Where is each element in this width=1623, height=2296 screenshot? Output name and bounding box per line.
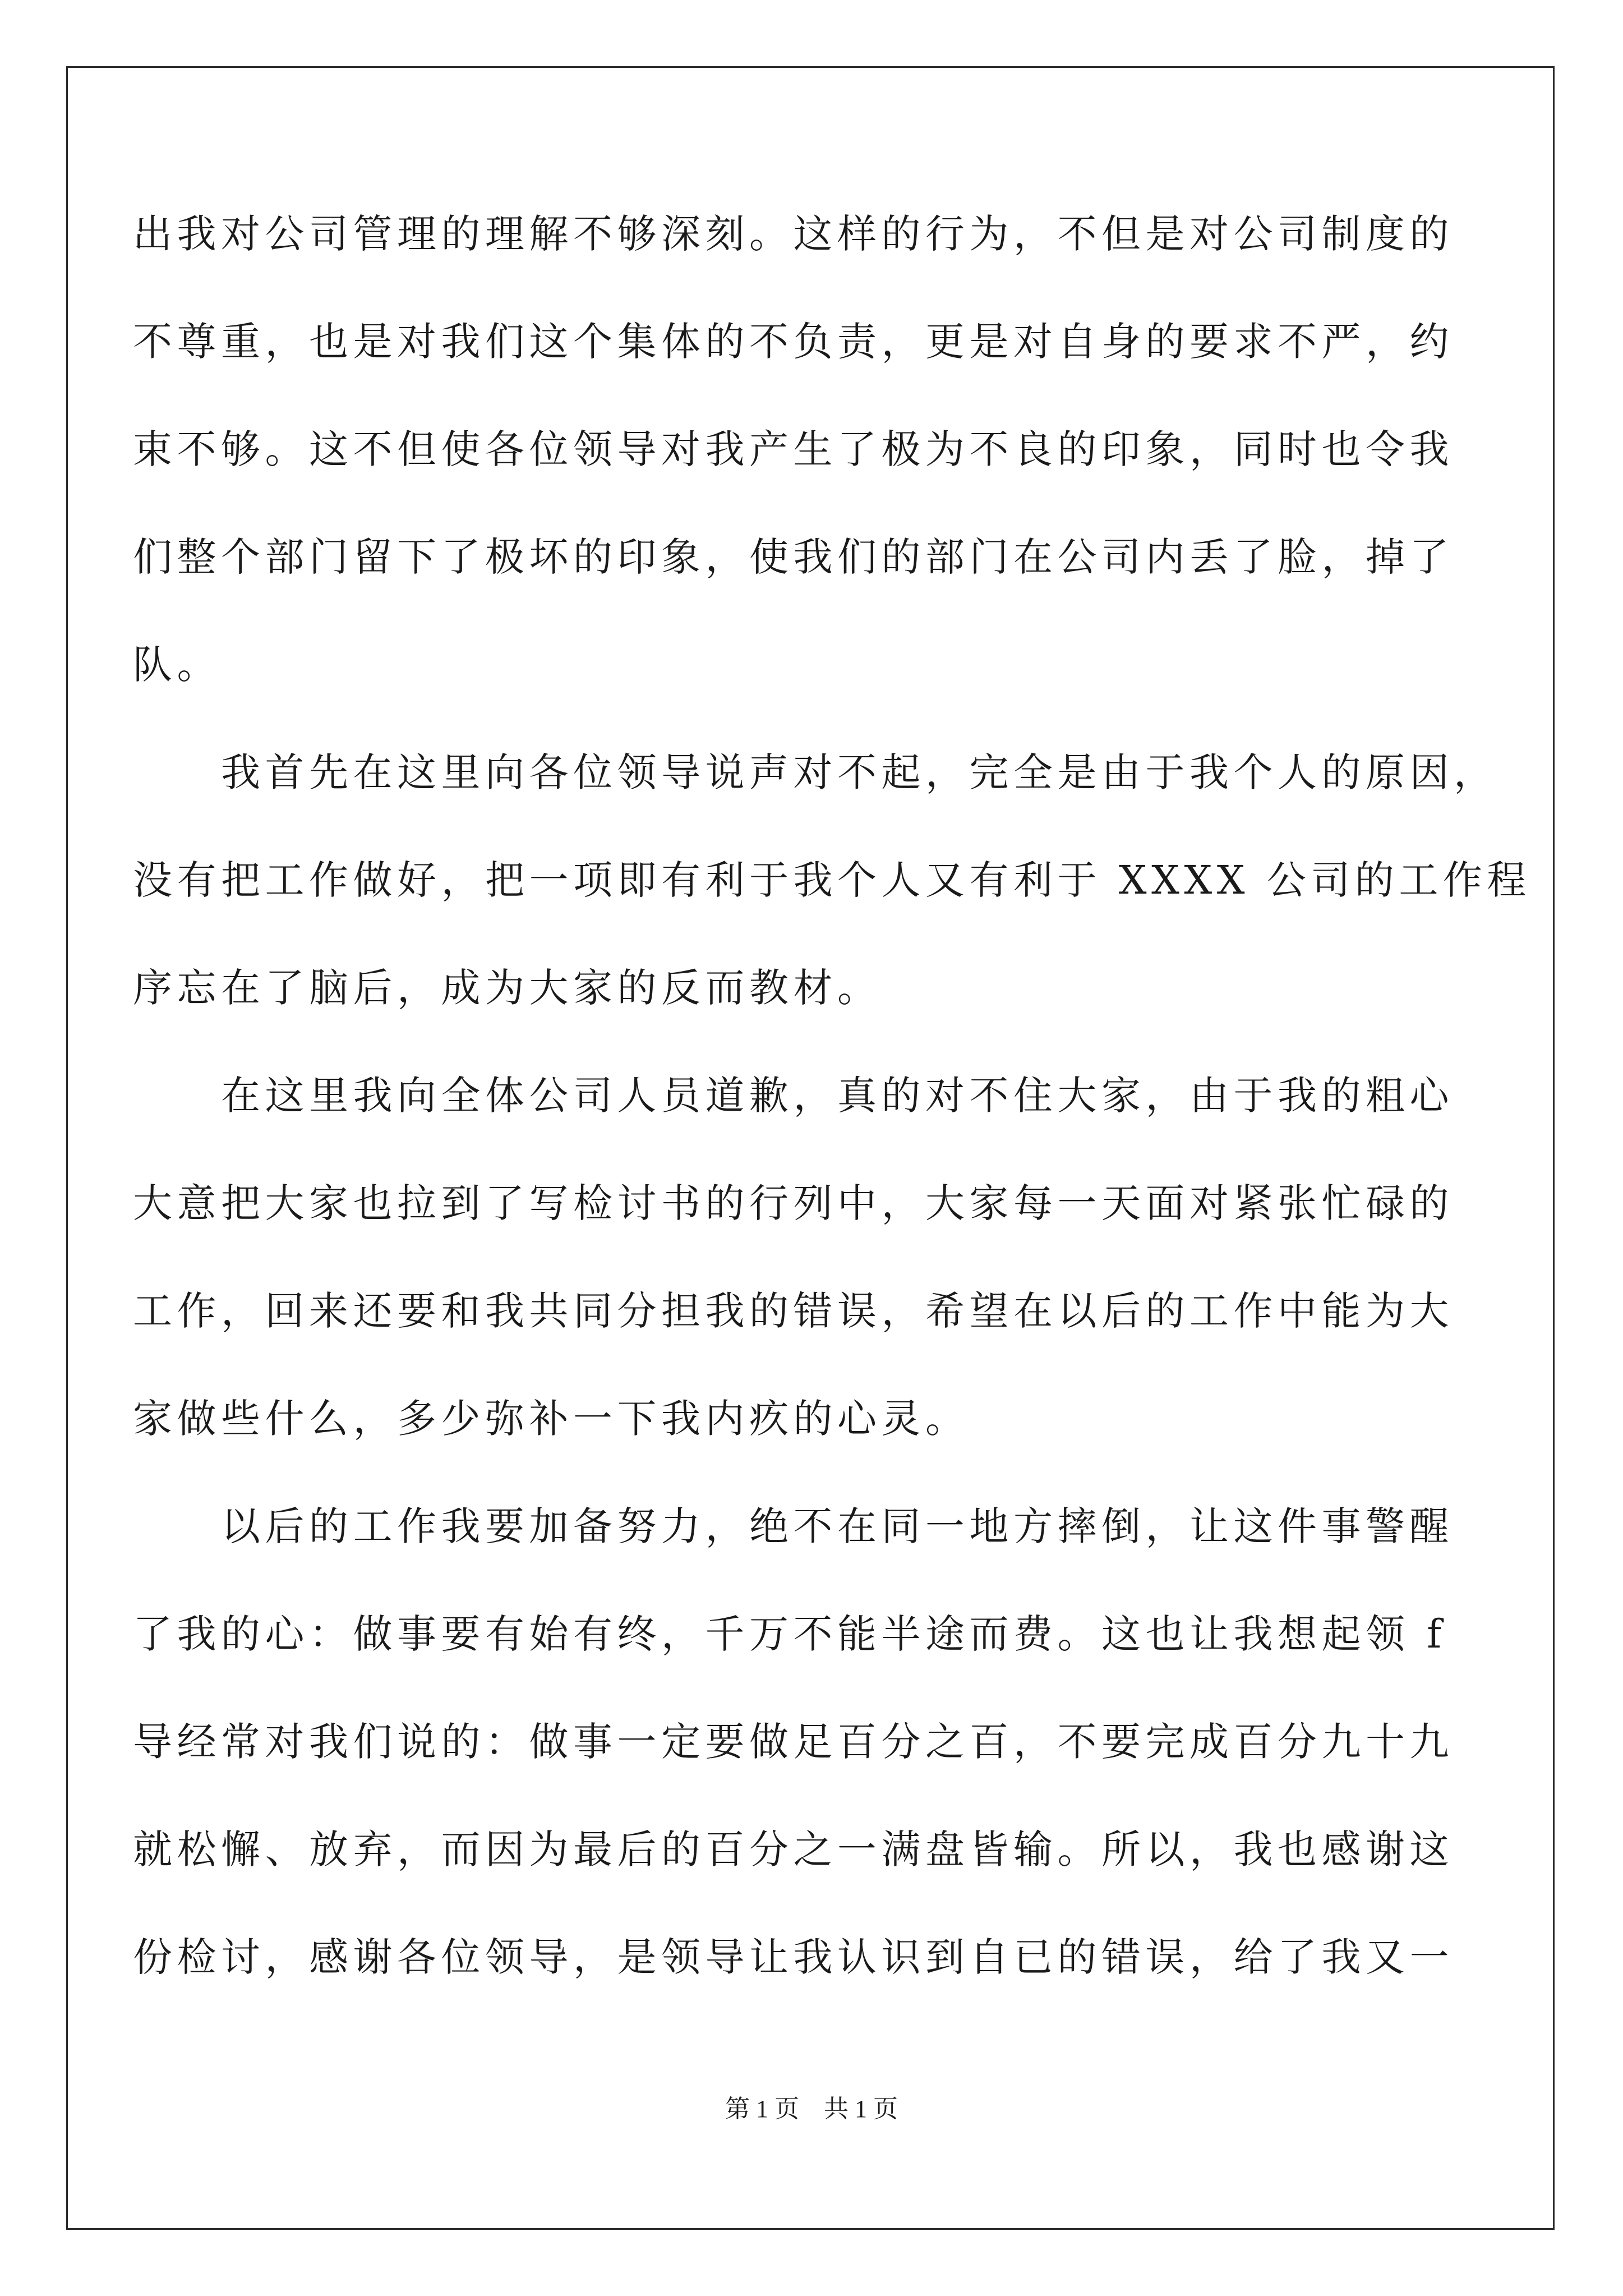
text-line: 以后的工作我要加备努力，绝不在同一地方摔倒，让这件事警醒 xyxy=(133,1503,1454,1549)
text-line: 家做些什么，多少弥补一下我内疚的心灵。 xyxy=(133,1396,970,1442)
text-line: 队。 xyxy=(133,642,221,688)
text-line: 导经常对我们说的：做事一定要做足百分之百，不要完成百分九十九 xyxy=(133,1719,1454,1765)
text-line: 不尊重，也是对我们这个集体的不负责，更是对自身的要求不严，约 xyxy=(133,319,1454,365)
text-line: 出我对公司管理的理解不够深刻。这样的行为，不但是对公司制度的 xyxy=(133,211,1454,257)
text-line: 工作，回来还要和我共同分担我的错误，希望在以后的工作中能为大 xyxy=(133,1288,1454,1334)
text-line: 束不够。这不但使各位领导对我产生了极为不良的印象，同时也令我 xyxy=(133,426,1454,472)
text-line: 们整个部门留下了极坏的印象，使我们的部门在公司内丢了脸，掉了 xyxy=(133,534,1454,580)
page-number: 第 1 页 共 1 页 xyxy=(725,2095,898,2123)
text-line: 份检讨，感谢各位领导，是领导让我认识到自已的错误，给了我又一 xyxy=(133,1934,1454,1980)
text-line: 没有把工作做好，把一项即有利于我个人又有利于 XXXX 公司的工作程 xyxy=(133,857,1531,903)
text-line: 序忘在了脑后，成为大家的反而教材。 xyxy=(133,965,882,1011)
text-line: 了我的心：做事要有始有终，千万不能半途而费。这也让我想起领 f xyxy=(133,1611,1446,1657)
text-line: 我首先在这里向各位领导说声对不起，完全是由于我个人的原因， xyxy=(133,749,1498,795)
text-line: 在这里我向全体公司人员道歉，真的对不住大家，由于我的粗心 xyxy=(133,1073,1454,1119)
page-border xyxy=(66,66,1555,2230)
page-footer xyxy=(0,2092,1623,2126)
text-line: 大意把大家也拉到了写检讨书的行列中，大家每一天面对紧张忙碌的 xyxy=(133,1180,1454,1226)
text-line: 就松懈、放弃，而因为最后的百分之一满盘皆输。所以，我也感谢这 xyxy=(133,1826,1454,1872)
